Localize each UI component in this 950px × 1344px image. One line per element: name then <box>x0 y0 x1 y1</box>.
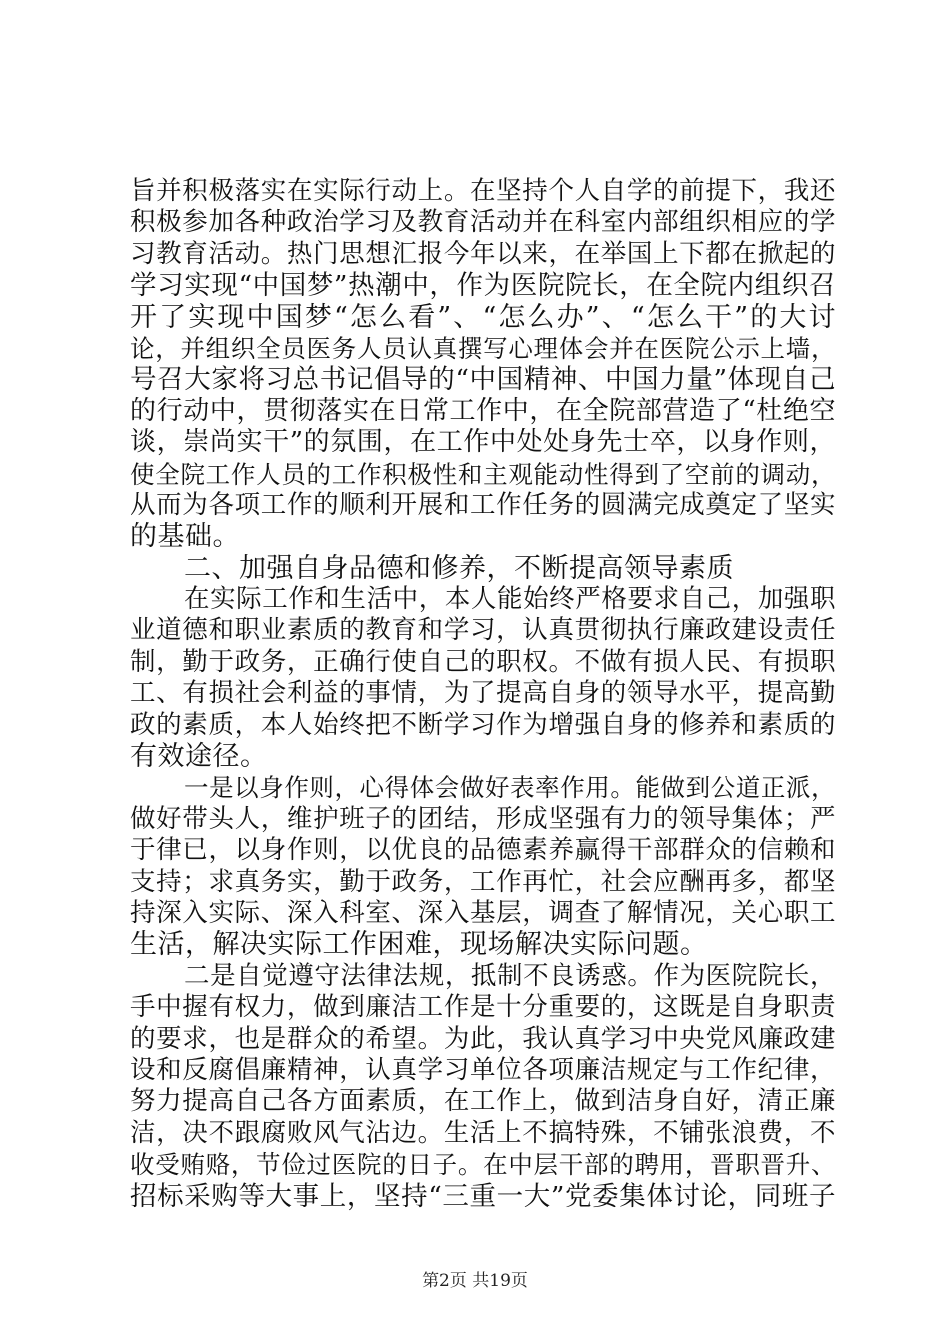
text-line: 收受贿赂，节俭过医院的日子。在中层干部的聘用，晋职晋升、 <box>130 1150 836 1180</box>
text-line: 的要求，也是群众的希望。为此，我认真学习中央党风廉政建 <box>130 1023 836 1054</box>
paragraph-5 <box>130 961 836 1212</box>
text-line: 的基础。 <box>130 521 240 553</box>
text-line: 手中握有权力，做到廉洁工作是十分重要的，这既是自身职责 <box>130 992 836 1023</box>
paragraph-4 <box>130 772 836 960</box>
text-line: 积极参加各种政治学习及教育活动并在科室内部组织相应的学 <box>130 207 836 238</box>
text-line: 一是以身作则，心得体会做好表率作用。能做到公道正派， <box>184 773 836 803</box>
text-line: 做好带头人，维护班子的团结，形成坚强有力的领导集体；严 <box>130 803 836 834</box>
text-line: 谈，崇尚实干”的氛围，在工作中处处身先士卒，以身作则， <box>130 427 836 458</box>
heading-line: 二、加强自身品德和修养，不断提高领导素质 <box>184 552 734 584</box>
text-line: 使全院工作人员的工作积极性和主观能动性得到了空前的调动， <box>130 459 836 489</box>
document-body <box>130 176 836 1212</box>
text-line: 努力提高自己各方面素质，在工作上，做到洁身自好，清正廉 <box>130 1086 836 1117</box>
text-line: 设和反腐倡廉精神，认真学习单位各项廉洁规定与工作纪律， <box>130 1054 836 1085</box>
text-line: 工、有损社会利益的事情，为了提高自身的领导水平，提高勤 <box>130 678 836 709</box>
text-line: 旨并积极落实在实际行动上。在坚持个人自学的前提下，我还 <box>130 176 836 206</box>
text-line: 二是自觉遵守法律法规，抵制不良诱惑。作为医院院长， <box>184 960 836 991</box>
text-line: 持深入实际、深入科室、深入基层，调查了解情况，关心职工 <box>130 897 836 928</box>
text-line: 从而为各项工作的顺利开展和工作任务的圆满完成奠定了坚实 <box>130 489 836 520</box>
paragraph-3 <box>130 584 836 772</box>
text-line: 有效途径。 <box>130 741 268 773</box>
text-line: 生活，解决实际工作困难，现场解决实际问题。 <box>130 929 708 961</box>
text-line: 的行动中，贯彻落实在日常工作中，在全院部营造了“杜绝空 <box>130 395 836 426</box>
text-line: 制，勤于政务，正确行使自己的职权。不做有损人民、有损职 <box>130 646 836 677</box>
text-line: 习教育活动。热门思想汇报今年以来，在举国上下都在掀起的 <box>130 238 836 269</box>
text-line: 于律已，以身作则，以优良的品德素养赢得干部群众的信赖和 <box>130 835 836 866</box>
text-line: 招标采购等大事上，坚持“三重一大”党委集体讨论，同班子 <box>130 1180 836 1212</box>
section-heading <box>130 553 836 584</box>
paragraph-1 <box>130 176 836 553</box>
text-line: 号召大家将习总书记倡导的“中国精神、中国力量”体现自己 <box>130 364 836 396</box>
text-line: 论，并组织全员医务人员认真撰写心理体会并在医院公示上墙， <box>130 333 836 363</box>
text-line: 业道德和职业素质的教育和学习，认真贯彻执行廉政建设责任 <box>130 615 836 646</box>
text-line: 洁，决不跟腐败风气沾边。生活上不搞特殊，不铺张浪费，不 <box>130 1117 836 1148</box>
page-number: 第2页 共19页 <box>422 1271 528 1291</box>
text-line: 支持；求真务实，勤于政务，工作再忙，社会应酬再多，都坚 <box>130 866 836 897</box>
text-line: 开了实现中国梦“怎么看”、“怎么办”、“怎么干”的大讨 <box>130 301 836 333</box>
text-line: 在实际工作和生活中，本人能始终严格要求自己，加强职 <box>184 584 836 615</box>
text-line: 政的素质，本人始终把不断学习作为增强自身的修养和素质的 <box>130 709 836 740</box>
text-line: 学习实现“中国梦”热潮中，作为医院院长，在全院内组织召 <box>130 270 836 302</box>
